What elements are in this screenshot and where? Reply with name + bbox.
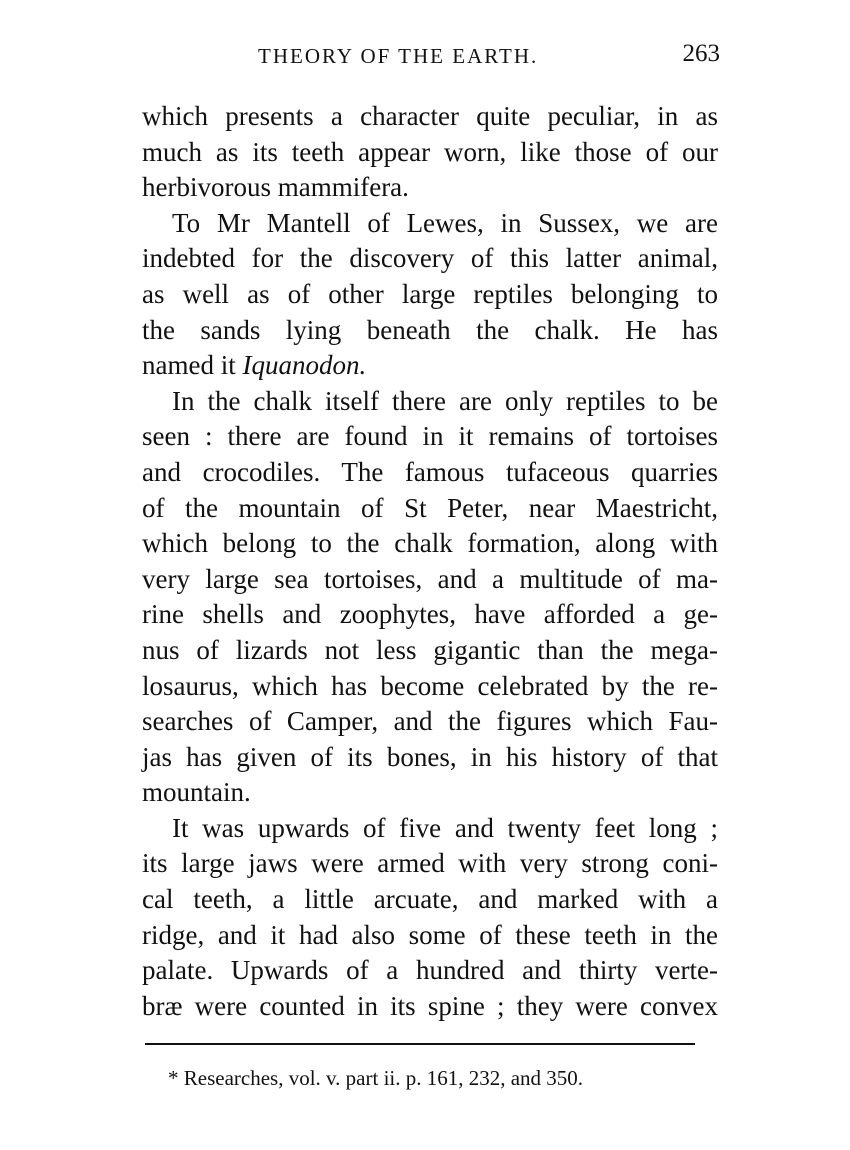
text-line: bræ were counted in its spine ; they were convex bbox=[142, 990, 718, 1021]
text-line: ridge, and it had also some of these teeth in the bbox=[142, 919, 718, 950]
text-line: To Mr Mantell of Lewes, in Sussex, we are bbox=[172, 207, 718, 238]
body-text bbox=[142, 99, 718, 1024]
text-line bbox=[142, 348, 718, 384]
genus-name: Iquanodon. bbox=[242, 350, 367, 381]
text-line: mountain. bbox=[142, 777, 251, 808]
text-line: very large sea tortoises, and a multitude of ma- bbox=[142, 563, 718, 594]
text-line: the sands lying beneath the chalk. He has bbox=[142, 314, 718, 345]
text-line: cal teeth, a little arcuate, and marked with a bbox=[142, 884, 718, 915]
text-line: which presents a character quite peculiar, in as bbox=[142, 101, 718, 131]
text-line: In the chalk itself there are only reptiles to be bbox=[172, 385, 718, 416]
text-line: losaurus, which has become celebrated by the re- bbox=[142, 670, 718, 701]
text-line: much as its teeth appear worn, like those of our bbox=[142, 136, 718, 167]
running-title: THEORY OF THE EARTH. bbox=[258, 44, 539, 68]
text-line: rine shells and zoophytes, have afforded a ge- bbox=[142, 599, 718, 630]
text-line: its large jaws were armed with very strong coni- bbox=[142, 848, 718, 879]
text-line: seen : there are found in it remains of tortoises bbox=[142, 421, 718, 452]
text-line: It was upwards of five and twenty feet long ; bbox=[172, 812, 718, 843]
page-header bbox=[140, 40, 720, 80]
text-line: which belong to the chalk formation, along with bbox=[142, 528, 718, 559]
text-line: as well as of other large reptiles belonging to bbox=[142, 278, 718, 309]
text-line: jas has given of its bones, in his history of that bbox=[142, 741, 718, 772]
text-line-start: named it bbox=[142, 350, 243, 381]
text-line: herbivorous mammifera. bbox=[142, 172, 409, 203]
text-line: palate. Upwards of a hundred and thirty verte- bbox=[142, 955, 718, 986]
text-line: and crocodiles. The famous tufaceous quarries bbox=[142, 456, 718, 487]
page-number: 263 bbox=[682, 40, 720, 67]
text-line: searches of Camper, and the figures which Fau- bbox=[142, 706, 718, 737]
footnote-rule bbox=[145, 1043, 695, 1045]
text-line: indebted for the discovery of this latter animal, bbox=[142, 243, 718, 274]
text-line: of the mountain of St Peter, near Maestricht, bbox=[142, 492, 718, 523]
footnote: * Researches, vol. v. part ii. p. 161, 232, and 350. bbox=[168, 1066, 584, 1090]
text-line: nus of lizards not less gigantic than the mega- bbox=[142, 634, 718, 665]
